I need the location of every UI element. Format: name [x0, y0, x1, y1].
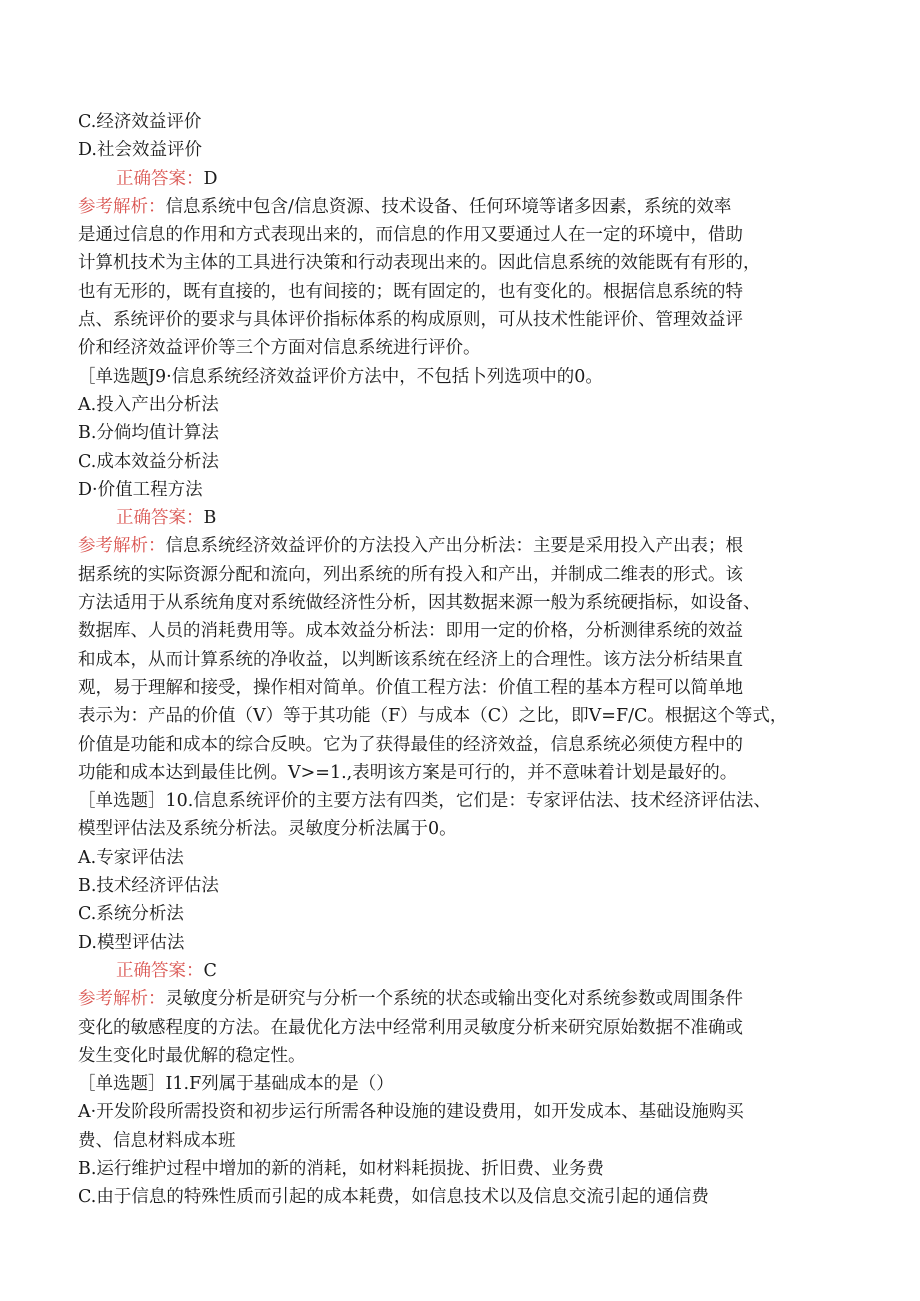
option-line: D·价值工程方法 [78, 479, 203, 500]
option-line: C.成本效益分析法 [78, 451, 219, 472]
analysis-line [78, 985, 848, 1013]
analysis-line [78, 1014, 848, 1042]
question-block [78, 787, 848, 844]
analysis-text: 数据库、人员的消耗费用等。成本效益分析法：即用一定的价格，分析测律系统的效益 [78, 621, 743, 642]
option-line: B.分倘均值计算法 [78, 423, 219, 444]
option-line: 费、信息材料成本班 [78, 1130, 236, 1151]
analysis-line [78, 306, 848, 334]
analysis-label: 参考解析： [78, 196, 166, 217]
option-line: B.运行维护过程中增加的新的消耗，如材料耗损拢、折旧费、业务费 [78, 1158, 604, 1179]
analysis-text: 计算机技术为主体的工具进行决策和行动表现出来的。因此信息系统的效能既有有形的， [78, 253, 761, 274]
analysis-line [78, 193, 848, 221]
analysis-text: 功能和成本达到最佳比例。V>=1.,表明该方案是可行的，并不意味着计划是最好的。 [78, 762, 738, 783]
analysis-text: 表示为：产品的价值（V）等于其功能（F）与成本（C）之比，即V=F/C。根据这个等式， [78, 706, 788, 727]
analysis-label: 参考解析： [78, 989, 166, 1010]
answer-label: 正确答案： [116, 508, 204, 529]
option-line: C.经济效益评价 [78, 112, 202, 132]
analysis-text: 价值是功能和成本的综合反映。它为了获得最佳的经济效益，信息系统必须使方程中的 [78, 734, 743, 755]
analysis-text: 价和经济效益评价等三个方面对信息系统进行评价。 [78, 338, 481, 359]
analysis-text: 据系统的实际资源分配和流向，列出系统的所有投入和产出，并制成二维表的形式。该 [78, 564, 743, 585]
answer-value: B [203, 508, 217, 529]
option-line: C.系统分析法 [78, 904, 184, 925]
correct-answer [78, 957, 848, 985]
question-line: ［单选题］10.信息系统评价的主要方法有四类，它们是：专家评估法、技术经济评估法、 [78, 791, 771, 812]
option-line: A·开发阶段所需投资和初步运行所需各种设施的建设费用，如开发成本、基础设施购买 [78, 1102, 744, 1123]
analysis-line [78, 759, 848, 787]
answer-label: 正确答案： [116, 960, 204, 981]
analysis-line [78, 249, 848, 277]
option-line: C.由于信息的特殊性质而引起的成本耗费，如信息技术以及信息交流引起的通信费 [78, 1187, 709, 1208]
answer-value: D [203, 168, 218, 189]
answer-value: C [203, 960, 217, 981]
option-line: A.投入产出分析法 [78, 394, 219, 415]
analysis-line [78, 617, 848, 645]
analysis-paragraph [78, 532, 848, 787]
analysis-line [78, 334, 848, 362]
analysis-line [78, 589, 848, 617]
analysis-text: 方法适用于从系统角度对系统做经济性分析，因其数据来源一般为系统硬指标，如设备、 [78, 593, 761, 614]
analysis-text: 发生变化时最优解的稳定性。 [78, 1045, 306, 1066]
analysis-line [78, 674, 848, 702]
analysis-line [78, 278, 848, 306]
option-line: B.技术经济评估法 [78, 876, 219, 897]
analysis-label: 参考解析： [78, 536, 166, 557]
analysis-text: 灵敏度分析是研究与分析一个系统的状态或输出变化对系统参数或周围条件 [165, 989, 743, 1010]
analysis-paragraph [78, 193, 848, 363]
analysis-text: 也有无形的，既有直接的，也有间接的；既有固定的，也有变化的。根据信息系统的特 [78, 281, 743, 302]
analysis-line [78, 731, 848, 759]
analysis-text: 点、系统评价的要求与具体评价指标体系的构成原则，可从技术性能评价、管理效益评 [78, 310, 743, 331]
document-page [78, 108, 848, 1212]
option-block [78, 1098, 848, 1155]
analysis-text: 变化的敏感程度的方法。在最优化方法中经常利用灵敏度分析来研究原始数据不准确或 [78, 1017, 743, 1038]
analysis-text: 信息系统中包含/信息资源、技术设备、任何环境等诸多因素，系统的效率 [165, 196, 732, 217]
question-line: ［单选题J9·信息系统经济效益评价方法中，不包括卜列选项中的0。 [78, 366, 603, 387]
analysis-line [78, 532, 848, 560]
analysis-text: 是通过信息的作用和方式表现出来的，而信息的作用又要通过人在一定的环境中，借助 [78, 225, 743, 246]
analysis-line [78, 561, 848, 589]
option-line: D.模型评估法 [78, 932, 185, 953]
analysis-line [78, 221, 848, 249]
analysis-line [78, 702, 848, 730]
analysis-text: 观，易于理解和接受，操作相对简单。价值工程方法：价值工程的基本方程可以简单地 [78, 677, 743, 698]
analysis-text: 和成本，从而计算系统的净收益，以判断该系统在经济上的合理性。该方法分析结果直 [78, 649, 743, 670]
correct-answer [78, 165, 848, 193]
correct-answer [78, 504, 848, 532]
analysis-paragraph [78, 985, 848, 1070]
question-line: ［单选题］I1.F列属于基础成本的是（） [78, 1074, 394, 1095]
analysis-text: 信息系统经济效益评价的方法投入产出分析法：主要是采用投入产出表；根 [165, 536, 743, 557]
option-line: A.专家评估法 [78, 847, 184, 868]
analysis-line [78, 646, 848, 674]
answer-label: 正确答案： [116, 168, 204, 189]
option-line: D.社会效益评价 [78, 140, 202, 161]
question-line: 模型评估法及系统分析法。灵敏度分析法属于0。 [78, 819, 457, 840]
analysis-line [78, 1042, 848, 1070]
